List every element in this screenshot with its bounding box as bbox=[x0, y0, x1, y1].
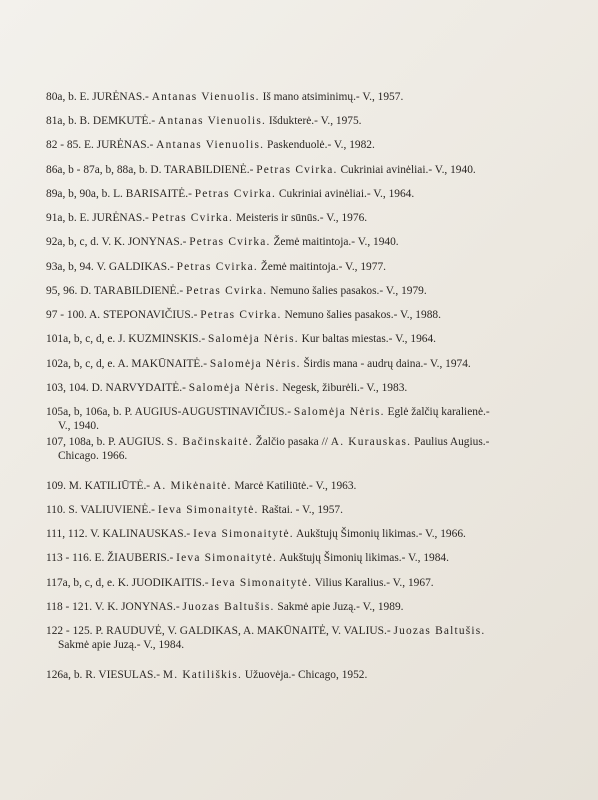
book-title: Nemuno šalies pasakos.- V., 1979. bbox=[270, 285, 427, 297]
book-title: Žemė maitintoja.- V., 1940. bbox=[273, 236, 399, 248]
author-name: Antanas Vienuolis. bbox=[158, 115, 267, 127]
author-name: M. Katiliškis. bbox=[162, 669, 243, 681]
author-name: Salomėja Nėris. bbox=[209, 358, 301, 370]
author-name: Salomėja Nėris. bbox=[188, 382, 280, 394]
book-title: Raštai. - V., 1957. bbox=[261, 504, 343, 516]
book-title: Širdis mana - audrų daina.- V., 1974. bbox=[303, 358, 471, 370]
book-title: Išdukterė.- V., 1975. bbox=[268, 115, 362, 127]
plate-numbers: 122 - 125. bbox=[46, 625, 93, 637]
book-title: Paulius Augius.- bbox=[414, 436, 490, 448]
list-item bbox=[46, 551, 576, 565]
illustrator-name: A. MAKŪNAITĖ.- bbox=[117, 358, 208, 370]
author-name: Petras Cvirka. bbox=[176, 261, 258, 273]
author-name: Petras Cvirka. bbox=[194, 188, 277, 200]
author-name: Ieva Simonaitytė. bbox=[157, 504, 259, 516]
illustrator-name: P. AUGIUS-AUGUSTINAVIČIUS.- bbox=[124, 406, 292, 418]
entry-continuation: V., 1940. bbox=[58, 420, 99, 432]
plate-numbers: 86a, b - 87a, b, 88a, b. bbox=[46, 164, 148, 176]
book-title: Cukriniai avinėliai.- V., 1964. bbox=[278, 188, 415, 200]
author-name: Petras Cvirka. bbox=[189, 236, 271, 248]
list-item bbox=[46, 138, 576, 152]
list-item bbox=[46, 211, 576, 225]
list-item bbox=[46, 435, 576, 463]
plate-numbers: 82 - 85. bbox=[46, 139, 82, 151]
list-item bbox=[46, 90, 576, 104]
author-name: A. Mikėnaitė. bbox=[152, 480, 232, 492]
plate-numbers: 102a, b, c, d, e. bbox=[46, 358, 116, 370]
list-item bbox=[46, 668, 576, 682]
author-name: Juozas Baltušis. bbox=[393, 625, 486, 637]
book-title: Kur baltas miestas.- V., 1964. bbox=[301, 333, 436, 345]
plate-numbers: 109. bbox=[46, 480, 66, 492]
author-name: Ieva Simonaitytė. bbox=[193, 528, 294, 540]
book-title: Negesk, žiburėli.- V., 1983. bbox=[282, 382, 408, 394]
book-title: Sakmė apie Juzą.- V., 1989. bbox=[277, 601, 404, 613]
list-item bbox=[46, 624, 576, 652]
book-title: Paskenduolė.- V., 1982. bbox=[267, 139, 375, 151]
plate-numbers: 113 - 116. bbox=[46, 552, 92, 564]
list-item bbox=[46, 479, 576, 493]
illustrator-name: V. K. JONYNAS.- bbox=[101, 236, 187, 248]
entry-continuation: Chicago. 1966. bbox=[58, 450, 128, 462]
plate-numbers: 95, 96. bbox=[46, 285, 78, 297]
list-item bbox=[46, 381, 576, 395]
plate-numbers: 111, 112. bbox=[46, 528, 88, 540]
book-title: Užuovėja.- Chicago, 1952. bbox=[244, 669, 368, 681]
illustrator-name: R. VIESULAS.- bbox=[85, 669, 161, 681]
plate-numbers: 126a, b. bbox=[46, 669, 83, 681]
plate-numbers: 107, 108a, b. bbox=[46, 436, 106, 448]
author-name: S. Bačinskaitė. bbox=[166, 436, 253, 448]
list-item bbox=[46, 308, 576, 322]
author-name: Salomėja Nėris. bbox=[293, 406, 385, 418]
list-item bbox=[46, 576, 576, 590]
plate-numbers: 91a, b. bbox=[46, 212, 77, 224]
author-name: Ieva Simonaitytė. bbox=[211, 577, 313, 589]
illustrator-name: B. DEMKUTĖ.- bbox=[79, 115, 156, 127]
illustrator-name: V. K. JONYNAS.- bbox=[94, 601, 180, 613]
illustrator-name: A. STEPONAVIČIUS.- bbox=[89, 309, 198, 321]
author-name: Petras Cvirka. bbox=[256, 164, 338, 176]
list-item bbox=[46, 405, 576, 433]
illustrator-name: E. JURĖNAS.- bbox=[83, 139, 154, 151]
book-title: Eglė žalčių karalienė.- bbox=[387, 406, 490, 418]
plate-numbers: 97 - 100. bbox=[46, 309, 87, 321]
book-title: Aukštujų Šimonių likimas.- V., 1984. bbox=[279, 552, 449, 564]
plate-numbers: 110. bbox=[46, 504, 66, 516]
plate-numbers: 81a, b. bbox=[46, 115, 77, 127]
list-item bbox=[46, 284, 576, 298]
list-item bbox=[46, 187, 576, 201]
entry-continuation: Sakmė apie Juzą.- V., 1984. bbox=[58, 639, 185, 651]
illustrator-name: P. RAUDUVĖ, V. GALDIKAS, A. MAKŪNAITĖ, V. VALIUS.- bbox=[95, 625, 391, 637]
book-title: Aukštujų Šimonių likimas.- V., 1966. bbox=[296, 528, 466, 540]
illustrator-name: M. KATILIŪTĖ.- bbox=[68, 480, 151, 492]
list-item bbox=[46, 332, 576, 346]
book-title: Vilius Karalius.- V., 1967. bbox=[314, 577, 434, 589]
list-item bbox=[46, 260, 576, 274]
illustrator-name: V. KALINAUSKAS.- bbox=[90, 528, 191, 540]
book-title: Meisteris ir sūnūs.- V., 1976. bbox=[235, 212, 368, 224]
author-name: Antanas Vienuolis. bbox=[156, 139, 265, 151]
book-title: Žalčio pasaka // bbox=[255, 436, 328, 448]
plate-numbers: 80a, b. bbox=[46, 91, 77, 103]
plate-numbers: 117a, b, c, d, e. bbox=[46, 577, 115, 589]
book-title: Cukriniai avinėliai.- V., 1940. bbox=[340, 164, 476, 176]
book-title: Marcė Katiliūtė.- V., 1963. bbox=[234, 480, 357, 492]
illustrator-name: L. BARISAITĖ.- bbox=[113, 188, 192, 200]
illustrator-name: V. GALDIKAS.- bbox=[96, 261, 174, 273]
book-title: Žemė maitintoja.- V., 1977. bbox=[260, 261, 386, 273]
book-title: Iš mano atsiminimų.- V., 1957. bbox=[262, 91, 404, 103]
list-item bbox=[46, 163, 576, 177]
plate-numbers: 93a, b, 94. bbox=[46, 261, 94, 273]
list-item bbox=[46, 527, 576, 541]
illustrator-name: K. JUODIKAITIS.- bbox=[117, 577, 209, 589]
author-name: Antanas Vienuolis. bbox=[151, 91, 260, 103]
plate-numbers: 101a, b, c, d, e. bbox=[46, 333, 116, 345]
plate-numbers: 105a, b, 106a, b. bbox=[46, 406, 122, 418]
list-item bbox=[46, 357, 576, 371]
plate-numbers: 89a, b, 90a, b. bbox=[46, 188, 111, 200]
illustrator-name: P. AUGIUS. bbox=[108, 436, 165, 448]
illustrator-name: D. TARABILDIENĖ.- bbox=[150, 164, 254, 176]
illustrator-name: D. TARABILDIENĖ.- bbox=[80, 285, 184, 297]
list-item bbox=[46, 114, 576, 128]
author-name: Ieva Simonaitytė. bbox=[176, 552, 277, 564]
plate-numbers: 92a, b, c, d. bbox=[46, 236, 99, 248]
illustrator-name: E. JURĖNAS.- bbox=[79, 212, 149, 224]
list-item bbox=[46, 600, 576, 614]
plate-numbers: 118 - 121. bbox=[46, 601, 93, 613]
author-name: A. Kurauskas. bbox=[330, 436, 412, 448]
author-name: Salomėja Nėris. bbox=[208, 333, 299, 345]
illustrator-name: E. ŽIAUBERIS.- bbox=[94, 552, 174, 564]
author-name: Petras Cvirka. bbox=[200, 309, 282, 321]
author-name: Petras Cvirka. bbox=[186, 285, 268, 297]
illustrator-name: S. VALIUVIENĖ.- bbox=[68, 504, 155, 516]
book-title: Nemuno šalies pasakos.- V., 1988. bbox=[284, 309, 441, 321]
list-item bbox=[46, 235, 576, 249]
illustrator-name: D. NARVYDAITĖ.- bbox=[91, 382, 186, 394]
list-item bbox=[46, 503, 576, 517]
plate-numbers: 103, 104. bbox=[46, 382, 89, 394]
author-name: Juozas Baltušis. bbox=[182, 601, 275, 613]
illustrator-name: E. JURĖNAS.- bbox=[79, 91, 149, 103]
illustrator-name: J. KUZMINSKIS.- bbox=[118, 333, 206, 345]
author-name: Petras Cvirka. bbox=[151, 212, 234, 224]
